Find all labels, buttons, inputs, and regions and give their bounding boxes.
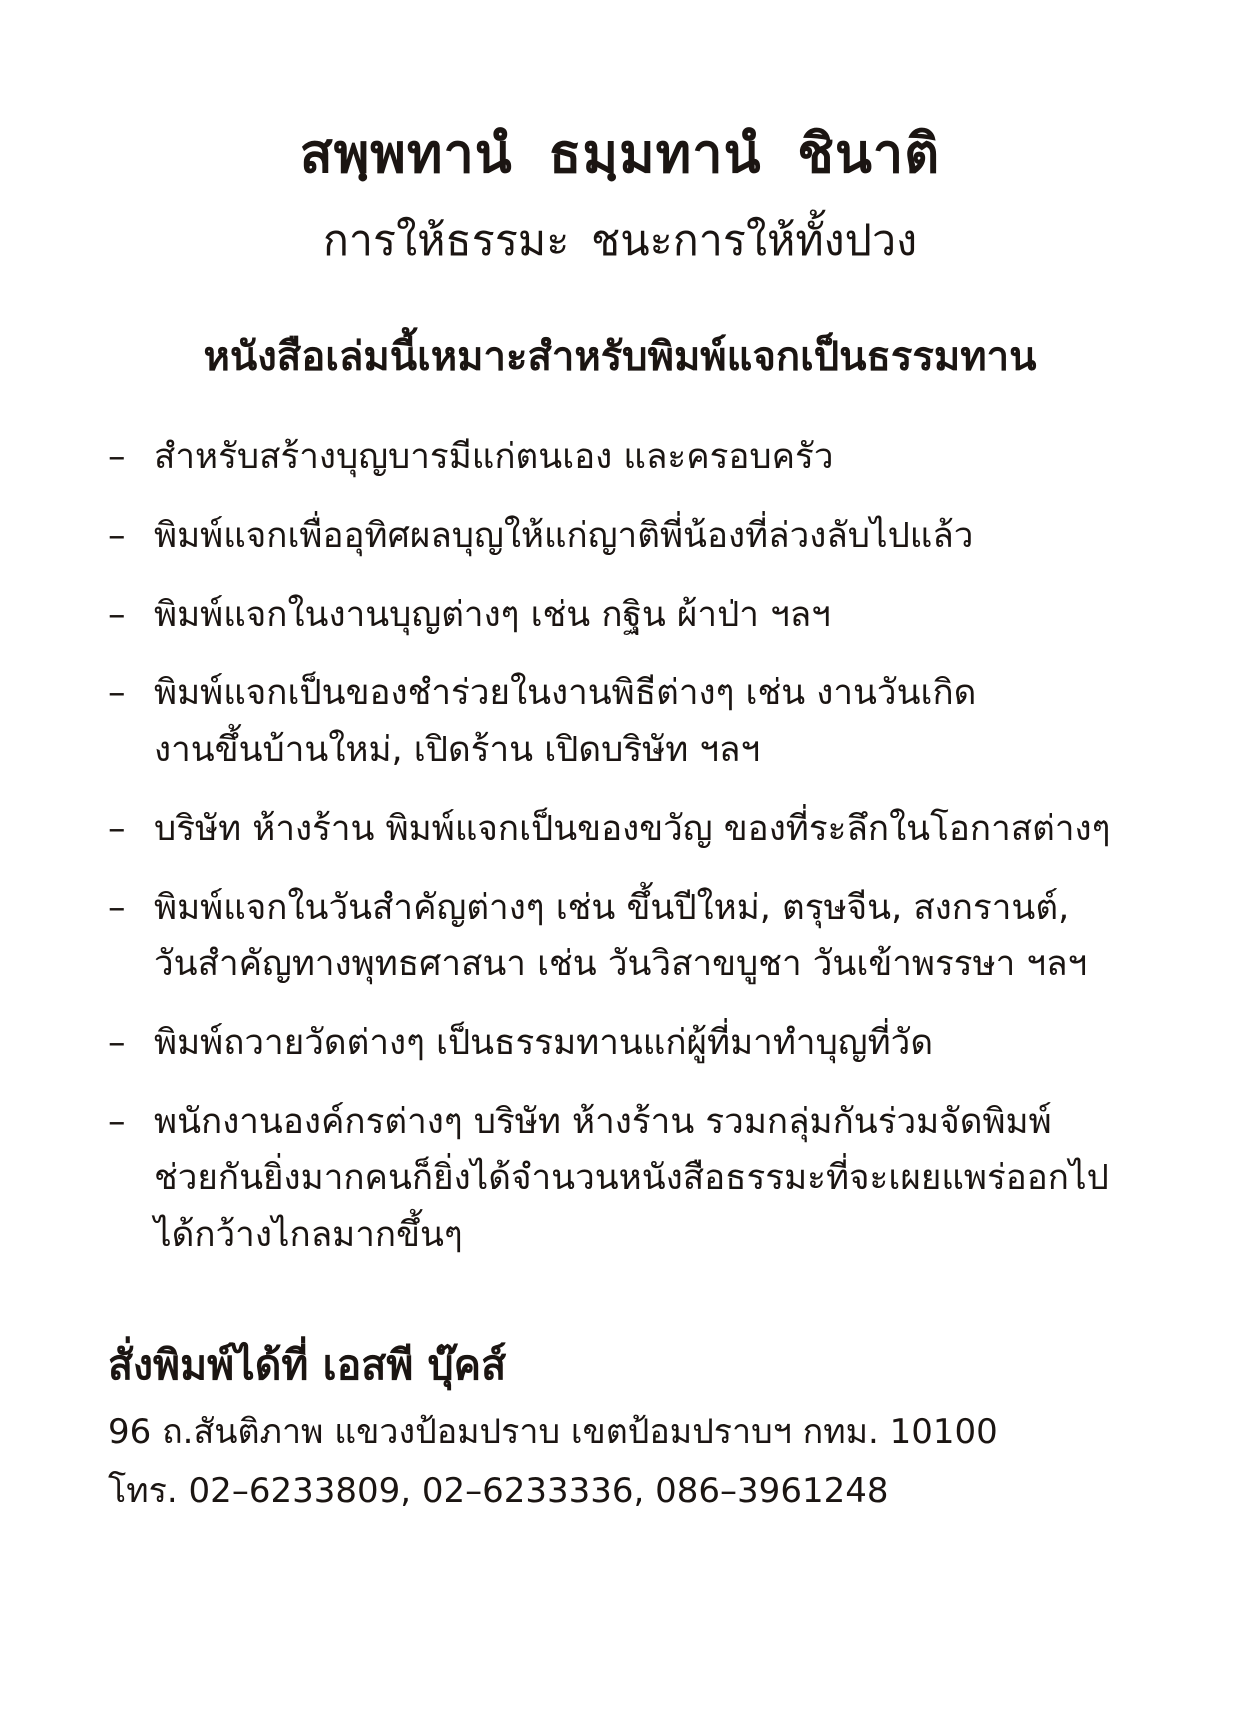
list-item-line: ได้กว้างไกลมากขึ้นๆ xyxy=(154,1214,463,1255)
list-item-text xyxy=(154,801,1150,858)
bullet-dash-icon: – xyxy=(108,673,126,714)
bullet-dash-icon: – xyxy=(108,887,126,928)
list-item xyxy=(108,665,1150,778)
publisher-phone: โทร. 02–6233809, 02–6233336, 086–3961248 xyxy=(108,1470,889,1511)
section-heading: หนังสือเล่มนี้เหมาะสำหรับพิมพ์แจกเป็นธรรมทาน xyxy=(203,334,1037,381)
list-item xyxy=(108,429,1150,486)
list-item-line: พิมพ์แจกในงานบุญต่างๆ เช่น กฐิน ผ้าป่า ฯลฯ xyxy=(154,594,831,635)
list-item xyxy=(108,880,1150,993)
list-item xyxy=(108,801,1150,858)
list-item xyxy=(108,1015,1150,1072)
list-item-text xyxy=(154,880,1150,993)
list-item-line: พนักงานองค์กรต่างๆ บริษัท ห้างร้าน รวมกลุ่มกันร่วมจัดพิมพ์ xyxy=(154,1101,1052,1142)
bullet-dash-icon: – xyxy=(108,516,126,557)
list-item xyxy=(108,508,1150,565)
list-item-line: พิมพ์แจกเป็นของชำร่วยในงานพิธีต่างๆ เช่น งานวันเกิด xyxy=(154,673,977,714)
publisher-address: 96 ถ.สันติภาพ แขวงป้อมปราบ เขตป้อมปราบฯ กทม. 10100 xyxy=(108,1411,998,1452)
list-item-line: บริษัท ห้างร้าน พิมพ์แจกเป็นของขวัญ ของที่ระลึกในโอกาสต่างๆ xyxy=(154,808,1111,849)
bullet-dash-icon: – xyxy=(108,1101,126,1142)
contact-block xyxy=(90,1338,1150,1517)
list-item-text xyxy=(154,1015,1150,1072)
list-item-line: พิมพ์แจกเพื่ออุทิศผลบุญให้แก่ญาติพี่น้องที่ล่วงลับไปแล้ว xyxy=(154,516,974,557)
list-item-line: พิมพ์ถวายวัดต่างๆ เป็นธรรมทานแก่ผู้ที่มาทำบุญที่วัด xyxy=(154,1022,934,1063)
bullet-dash-icon: – xyxy=(108,1022,126,1063)
list-item-text xyxy=(154,508,1150,565)
list-item-text xyxy=(154,429,1150,486)
purpose-list xyxy=(90,429,1150,1263)
bullet-dash-icon: – xyxy=(108,594,126,635)
list-item-line: วันสำคัญทางพุทธศาสนา เช่น วันวิสาขบูชา วันเข้าพรรษา ฯลฯ xyxy=(154,944,1088,985)
list-item-text xyxy=(154,1094,1150,1264)
list-item xyxy=(108,587,1150,644)
list-item-text xyxy=(154,587,1150,644)
pali-title: สพฺพทานํ ธมฺมทานํ ชินาติ xyxy=(299,122,941,185)
list-item-line: งานขึ้นบ้านใหม่, เปิดร้าน เปิดบริษัท ฯลฯ xyxy=(154,730,761,771)
list-item-line: สำหรับสร้างบุญบารมีแก่ตนเอง และครอบครัว xyxy=(154,437,834,478)
list-item-line: พิมพ์แจกในวันสำคัญต่างๆ เช่น ขึ้นปีใหม่, ตรุษจีน, สงกรานต์, xyxy=(154,887,1070,928)
list-item xyxy=(108,1094,1150,1264)
list-item-text xyxy=(154,665,1150,778)
publisher-name: สั่งพิมพ์ได้ที่ เอสพี บุ๊คส์ xyxy=(108,1340,507,1389)
list-item-line: ช่วยกันยิ่งมากคนก็ยิ่งได้จำนวนหนังสือธรรมะที่จะเผยแพร่ออกไป xyxy=(154,1158,1109,1199)
pali-translation: การให้ธรรมะ ชนะการให้ทั้งปวง xyxy=(322,215,918,266)
bullet-dash-icon: – xyxy=(108,437,126,478)
bullet-dash-icon: – xyxy=(108,808,126,849)
